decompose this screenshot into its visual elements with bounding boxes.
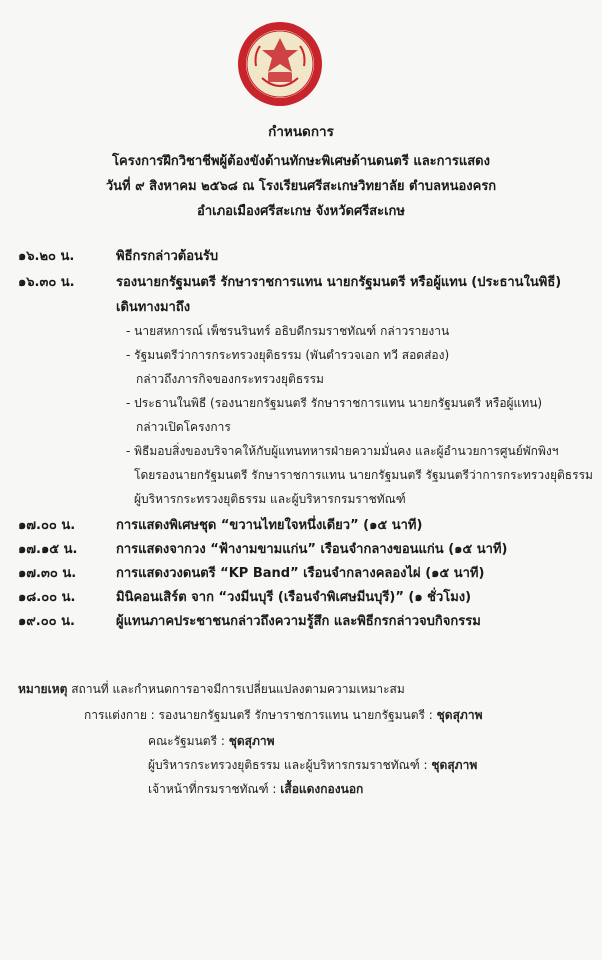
project-title: โครงการฝึกวิชาชีพผู้ต้องขังด้านทักษะพิเศษด้านดนตรี และการแสดง	[112, 154, 490, 169]
sub-item: - ประธานในพิธี (รองนายกรัฐมนตรี รักษาราชการแทน นายกรัฐมนตรี หรือผู้แทน)	[126, 396, 543, 410]
sub-item-continued: กล่าวถึงภารกิจของกระทรวงยุติธรรม	[136, 372, 324, 386]
sub-item-continued: โดยรองนายกรัฐมนตรี รักษาราชการแทน นายกรัฐมนตรี รัฐมนตรีว่าการกระทรวงยุติธรรม	[134, 468, 593, 482]
schedule-event: การแสดงวงดนตรี “KP Band” เรือนจำกลางคลองไผ่ (๑๕ นาที)	[116, 566, 485, 581]
date-venue-line: วันที่ ๙ สิงหาคม ๒๕๖๘ ณ โรงเรียนศรีสะเกษวิทยาลัย ตำบลหนองครก	[105, 179, 497, 194]
dress-code-what: เสื้อแดงกองนอก	[280, 782, 364, 796]
schedule-time: ๑๗.๑๕ น.	[18, 542, 78, 557]
district-province-line: อำเภอเมืองศรีสะเกษ จังหวัดศรีสะเกษ	[197, 204, 405, 219]
dress-code-line	[148, 756, 477, 775]
schedule-event: รองนายกรัฐมนตรี รักษาราชการแทน นายกรัฐมนตรี หรือผู้แทน (ประธานในพิธี)	[116, 275, 562, 290]
schedule-row	[18, 245, 588, 265]
dress-code-what: ชุดสุภาพ	[436, 708, 483, 722]
note-text: สถานที่ และกำหนดการอาจมีการเปลี่ยนแปลงตามความเหมาะสม	[71, 682, 405, 696]
schedule-time: ๑๖.๓๐ น.	[18, 275, 75, 290]
dress-code-who: คณะรัฐมนตรี :	[148, 734, 229, 748]
schedule-event: ผู้แทนภาคประชาชนกล่าวถึงความรู้สึก และพิธีกรกล่าวจบกิจกรรม	[116, 614, 481, 629]
schedule-row	[18, 586, 588, 606]
schedule-time: ๑๖.๒๐ น.	[18, 249, 75, 264]
dress-code-line	[148, 732, 275, 751]
schedule-event-continued: เดินทางมาถึง	[116, 300, 191, 315]
dress-code-who: รองนายกรัฐมนตรี รักษาราชการแทน นายกรัฐมนตรี :	[158, 708, 437, 722]
schedule-time: ๑๘.๐๐ น.	[18, 590, 76, 605]
dress-code-line	[148, 780, 363, 799]
schedule-event: พิธีกรกล่าวต้อนรับ	[116, 249, 219, 264]
schedule-row	[18, 538, 588, 558]
schedule-row	[18, 271, 588, 291]
sub-item-continued: ผู้บริหารกระทรวงยุติธรรม และผู้บริหารกรมราชทัณฑ์	[134, 492, 406, 506]
schedule-event: การแสดงพิเศษชุด “ขวานไทยใจหนึ่งเดียว” (๑๕ นาที)	[116, 518, 423, 533]
sub-item: - นายสหการณ์ เพ็ชรนรินทร์ อธิบดีกรมราชทัณฑ์ กล่าวรายงาน	[126, 324, 450, 338]
note-label: หมายเหตุ	[18, 682, 68, 696]
schedule-row	[18, 514, 588, 534]
schedule-event: มินิคอนเสิร์ต จาก “วงมีนบุรี (เรือนจำพิเศษมีนบุรี)” (๑ ชั่วโมง)	[116, 590, 472, 605]
sub-item: - รัฐมนตรีว่าการกระทรวงยุติธรรม (พันตำรวจเอก ทวี สอดส่อง)	[126, 348, 450, 362]
schedule-time: ๑๗.๐๐ น.	[18, 518, 76, 533]
schedule-row	[18, 610, 588, 630]
dress-code-label: การแต่งกาย :	[84, 708, 159, 722]
department-of-corrections-seal-icon	[236, 20, 324, 108]
schedule-row	[18, 562, 588, 582]
page-title: กำหนดการ	[268, 124, 334, 140]
sub-item: - พิธีมอบสิ่งของบริจาคให้กับผู้แทนทหารฝ่ายความมั่นคง และผู้อำนวยการศูนย์พักพิงฯ	[126, 444, 559, 458]
dress-code-what: ชุดสุภาพ	[431, 758, 478, 772]
schedule-event: การแสดงจากวง “ฟ้างามขามแก่น” เรือนจำกลางขอนแก่น (๑๕ นาที)	[116, 542, 508, 557]
note-line	[18, 680, 405, 699]
schedule-time: ๑๗.๓๐ น.	[18, 566, 77, 581]
dress-code-what: ชุดสุภาพ	[228, 734, 275, 748]
sub-item-continued: กล่าวเปิดโครงการ	[136, 420, 231, 434]
dress-code-who: ผู้บริหารกระทรวงยุติธรรม และผู้บริหารกรมราชทัณฑ์ :	[148, 758, 432, 772]
dress-code-who: เจ้าหน้าที่กรมราชทัณฑ์ :	[148, 782, 281, 796]
dress-code-line	[84, 706, 482, 725]
schedule-time: ๑๙.๐๐ น.	[18, 614, 75, 629]
